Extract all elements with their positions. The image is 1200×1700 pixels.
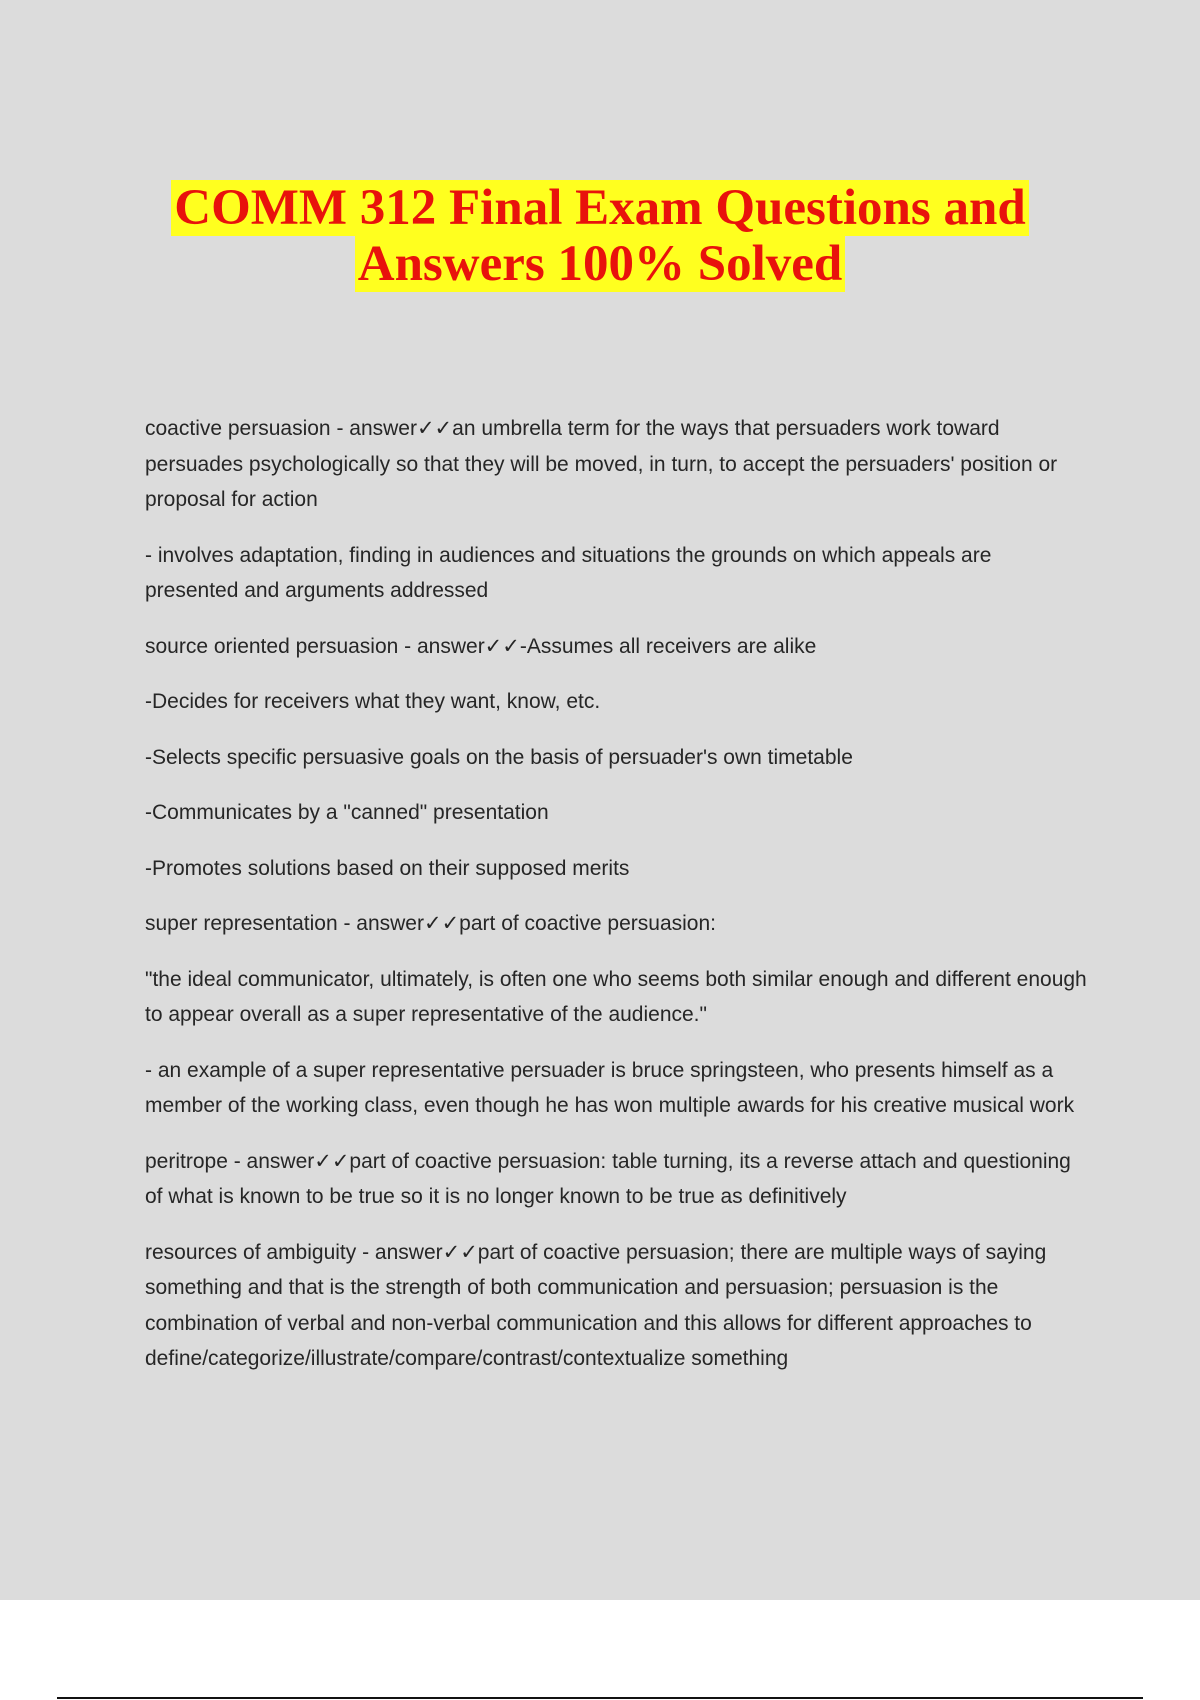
document-body [145,411,1090,1397]
paragraph-decides-for-receivers: -Decides for receivers what they want, know, etc. [145,690,601,713]
paragraph-canned-presentation: -Communicates by a "canned" presentation [145,801,549,824]
title-line-2: Answers 100% Solved [355,236,846,292]
paragraph-source-oriented-persuasion: source oriented persuasion - answer✓✓-Assumes all receivers are alike [145,634,817,658]
paragraph-promotes-solutions: -Promotes solutions based on their supposed merits [145,856,630,880]
paragraph-ideal-communicator-quote: "the ideal communicator, ultimately, is often one who seems both similar enough and different enough to appear overall as a super representative of the audience." [145,967,1087,1026]
paragraph-peritrope: peritrope - answer✓✓part of coactive persuasion: table turning, its a reverse attach and questioning of what is known to be true so it is no longer known to be true as definitively [145,1149,1071,1208]
paragraph-resources-of-ambiguity: resources of ambiguity - answer✓✓part of coactive persuasion; there are multiple ways of saying something and that is the strength of both communication and persuasion; persuasion is the combination of verbal and non-verbal communication and this allows for different approaches to define/categorize/illustrate/compare/contrast/contextualize something [145,1240,1047,1370]
paragraph-springsteen-example: - an example of a super representative persuader is bruce springsteen, who presents himself as a member of the working class, even though he has won multiple awards for his creative musical work [145,1058,1075,1117]
footer-divider [57,1697,1143,1699]
paragraph-adaptation: - involves adaptation, finding in audiences and situations the grounds on which appeals are presented and arguments addressed [145,543,992,602]
page-title [0,180,1200,292]
paragraph-super-representation: super representation - answer✓✓part of coactive persuasion: [145,912,716,935]
title-line-1: COMM 312 Final Exam Questions and [171,180,1029,236]
paragraph-selects-goals: -Selects specific persuasive goals on the basis of persuader's own timetable [145,745,853,769]
paragraph-coactive-persuasion: coactive persuasion - answer✓✓an umbrella term for the ways that persuaders work toward persuades psychologically so that they will be moved, in turn, to accept the persuaders' position or proposal for action [145,417,1058,511]
